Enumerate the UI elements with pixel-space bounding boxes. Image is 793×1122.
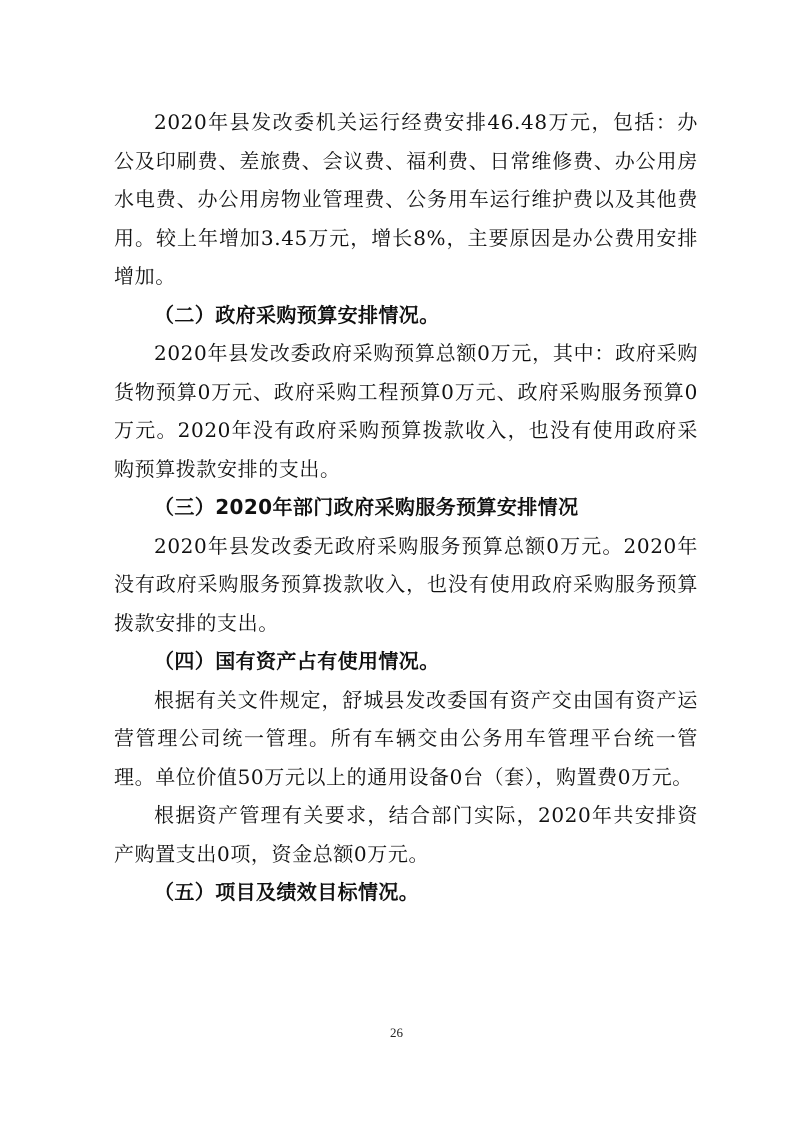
section-heading-state-assets: （四）国有资产占有使用情况。 — [154, 649, 440, 673]
section-heading-projects-performance: （五）项目及绩效目标情况。 — [154, 880, 420, 904]
paragraph-procurement-budget: 2020年县发改委政府采购预算总额0万元，其中：政府采购货物预算0万元、政府采购工程预算0万元、政府采购服务预算0万元。2020年没有政府采购预算拨款收入，也没有使用政府采购预算拨款安排的支出。 — [114, 341, 698, 481]
page-number: 26 — [390, 1025, 403, 1040]
section-heading-procurement-budget: （二）政府采购预算安排情况。 — [154, 302, 440, 327]
paragraph-asset-purchase: 根据资产管理有关要求，结合部门实际，2020年共安排资产购置支出0项，资金总额0万元。 — [114, 803, 698, 866]
paragraph-state-assets: 根据有关文件规定，舒城县发改委国有资产交由国有资产运营管理公司统一管理。所有车辆交由公务用车管理平台统一管理。单位价值50万元以上的通用设备0台（套），购置费0万元。 — [114, 687, 698, 789]
paragraph-procurement-services: 2020年县发改委无政府采购服务预算总额0万元。2020年没有政府采购服务预算拨款收入，也没有使用政府采购服务预算拨款安排的支出。 — [114, 533, 698, 635]
section-heading-procurement-services: （三）2020年部门政府采购服务预算安排情况 — [154, 495, 579, 519]
paragraph-operating-expenses: 2020年县发改委机关运行经费安排46.48万元，包括：办公及印刷费、差旅费、会议费、福利费、日常维修费、办公用房水电费、办公用房物业管理费、公务用车运行维护费以及其他费用。较上年增加3.45万元，增长8%，主要原因是办公费用安排增加。 — [114, 110, 698, 288]
document-body — [114, 103, 698, 912]
